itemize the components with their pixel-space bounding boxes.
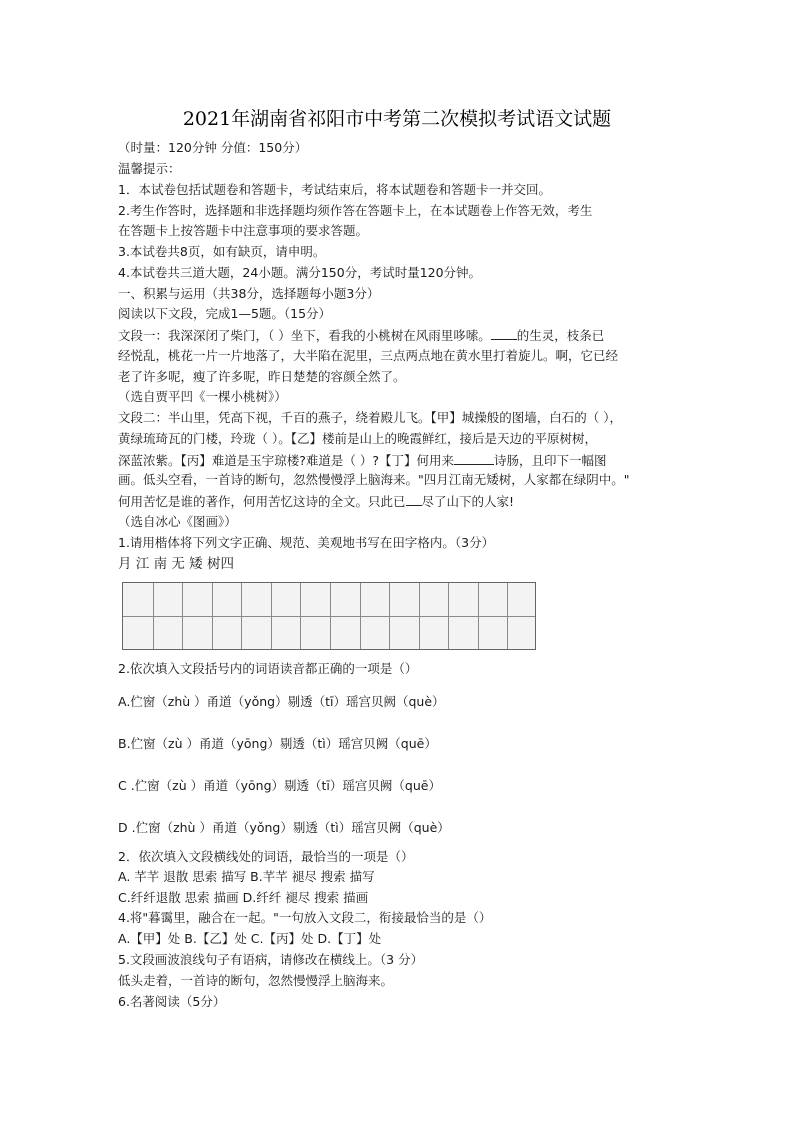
copy-characters: 月 江 南 无 矮 树四 [118,556,234,572]
fill-blank [406,493,422,506]
notice-item: 1．本试卷包括试题卷和答题卡，考试结束后，将本试题卷和答题卡一并交回。 [118,182,551,197]
passage2-line: 文段二：半山里，凭高下视，千百的燕子，绕着殿儿飞。【甲】城操般的图墙，白石的（ ）， [118,410,622,425]
passage2-line: 黄绿琉琦瓦的门楼，玲珑（ ）。【乙】楼前是山上的晚霞鲜红，接后是天边的平原树树， [118,431,597,446]
grid-column-line [182,583,183,649]
question-stem: 2．依次填入文段横线处的词语，最恰当的一项是（） [118,849,414,864]
question-stem: 1.请用楷体将下列文字正确、规范、美观地书写在田字格内。（3分） [118,535,495,550]
passage2-text: 何用苦忆是谁的著作，何用苦忆这诗的全文。只此已 [118,494,406,509]
fill-blank [491,327,517,340]
fill-blank [454,452,494,465]
grid-column-line [507,583,508,649]
passage2-line: 画。低头空看，一首诗的断句，忽然慢慢浮上脑海来。"四月江南无矮树，人家都在绿阴中。" [118,472,630,487]
notice-item: 在答题卡上按答题卡中注意事项的要求答题。 [118,223,369,238]
notice-heading: 温馨提示： [118,161,181,176]
passage2-line [118,452,607,469]
passage1-source: （选自贾平凹《一棵小桃树》） [118,389,287,404]
section-instruction: 阅读以下文段，完成1—5题。（15分） [118,306,332,321]
notice-item: 2.考生作答时，选择题和非选择题均须作答在答题卡上，在本试题卷上作答无效，考生 [118,203,593,218]
passage2-text: 深蓝浓紫。【丙】难道是玉宇琼楼?难道是（ ）?【丁】何用来 [118,453,454,468]
passage1-text: 的生灵，枝条已 [516,328,605,343]
notice-item: 3.本试卷共8页，如有缺页，请申明。 [118,244,326,259]
grid-column-line [419,583,420,649]
grid-column-line [389,583,390,649]
grid-column-line [300,583,301,649]
question-stem: 4.将"暮霭里，融合在一起。"一句放入文段二，衔接最恰当的是（） [118,910,492,925]
grid-column-line [478,583,479,649]
grid-column-line [153,583,154,649]
passage2-source: （选自冰心《图画》） [118,514,237,529]
grid-column-line [271,583,272,649]
tianzige-grid[interactable] [122,582,536,650]
passage1-line: 老了许多呢，瘦了许多呢，昨日楚楚的容颜全然了。 [118,369,406,384]
passage1-text: 文段一：我深深闭了柴门，（ ）坐下，看我的小桃树在风雨里哆嗦。 [118,328,491,343]
passage1-line: 经悦乱，桃花一片一片地落了，大半陷在泥里，三点两点地在黄水里打着旋儿。啊，它已经 [118,348,619,363]
grid-column-line [212,583,213,649]
passage2-text: 尽了山下的人家! [421,494,515,509]
passage2-text: 诗肠，且印下一幅图 [494,453,607,468]
answer-option: B.伫窗（zù ）甬道（yōng）剔透（tì）瑶宫贝阙（quē） [118,736,437,751]
passage2-line [118,493,514,510]
notice-item: 4.本试卷共三道大题，24小题。满分150分，考试时量120分钟。 [118,265,482,280]
section-heading: 一、积累与运用（共38分，选择题每小题3分） [118,286,380,301]
exam-title: 2021年湖南省祁阳市中考第二次模拟考试语文试题 [182,108,612,130]
grid-column-line [448,583,449,649]
answer-option: A.伫窗（zhù ）甬道（yǒng）剔透（tī）瑶宫贝阙（què） [118,694,445,709]
grid-column-line [241,583,242,649]
question-stem: 6.名著阅读（5分） [118,994,226,1009]
answer-options-line: A.【甲】处 B.【乙】处 C.【丙】处 D.【丁】处 [118,931,382,946]
grid-column-line [330,583,331,649]
answer-options-line: C.纤纤退散 思索 描画 D.纤纤 褪尽 搜索 描画 [118,890,369,905]
answer-option: D .伫窗（zhù ）甬道（yǒng）剔透（tì）瑶宫贝阙（què） [118,820,450,835]
passage1-line [118,327,604,344]
question-stem: 2.依次填入文段括号内的词语读音都正确的一项是（） [118,661,418,676]
question-stem: 5.文段画波浪线句子有语病，请修改在横线上。（3 分） [118,952,424,967]
faulty-sentence: 低头走着，一首诗的断句，忽然慢慢浮上脑海来。 [118,973,394,988]
exam-meta: （时量：120分钟 分值：150分） [118,140,308,155]
answer-options-line: A. 芊芊 退散 思索 描写 B.芊芊 褪尽 搜索 描写 [118,869,375,884]
grid-divider [123,616,535,617]
grid-column-line [360,583,361,649]
answer-option: C .伫窗（zù ）甬道（yōng）剔透（tī）瑶宫贝阙（quē） [118,778,441,793]
